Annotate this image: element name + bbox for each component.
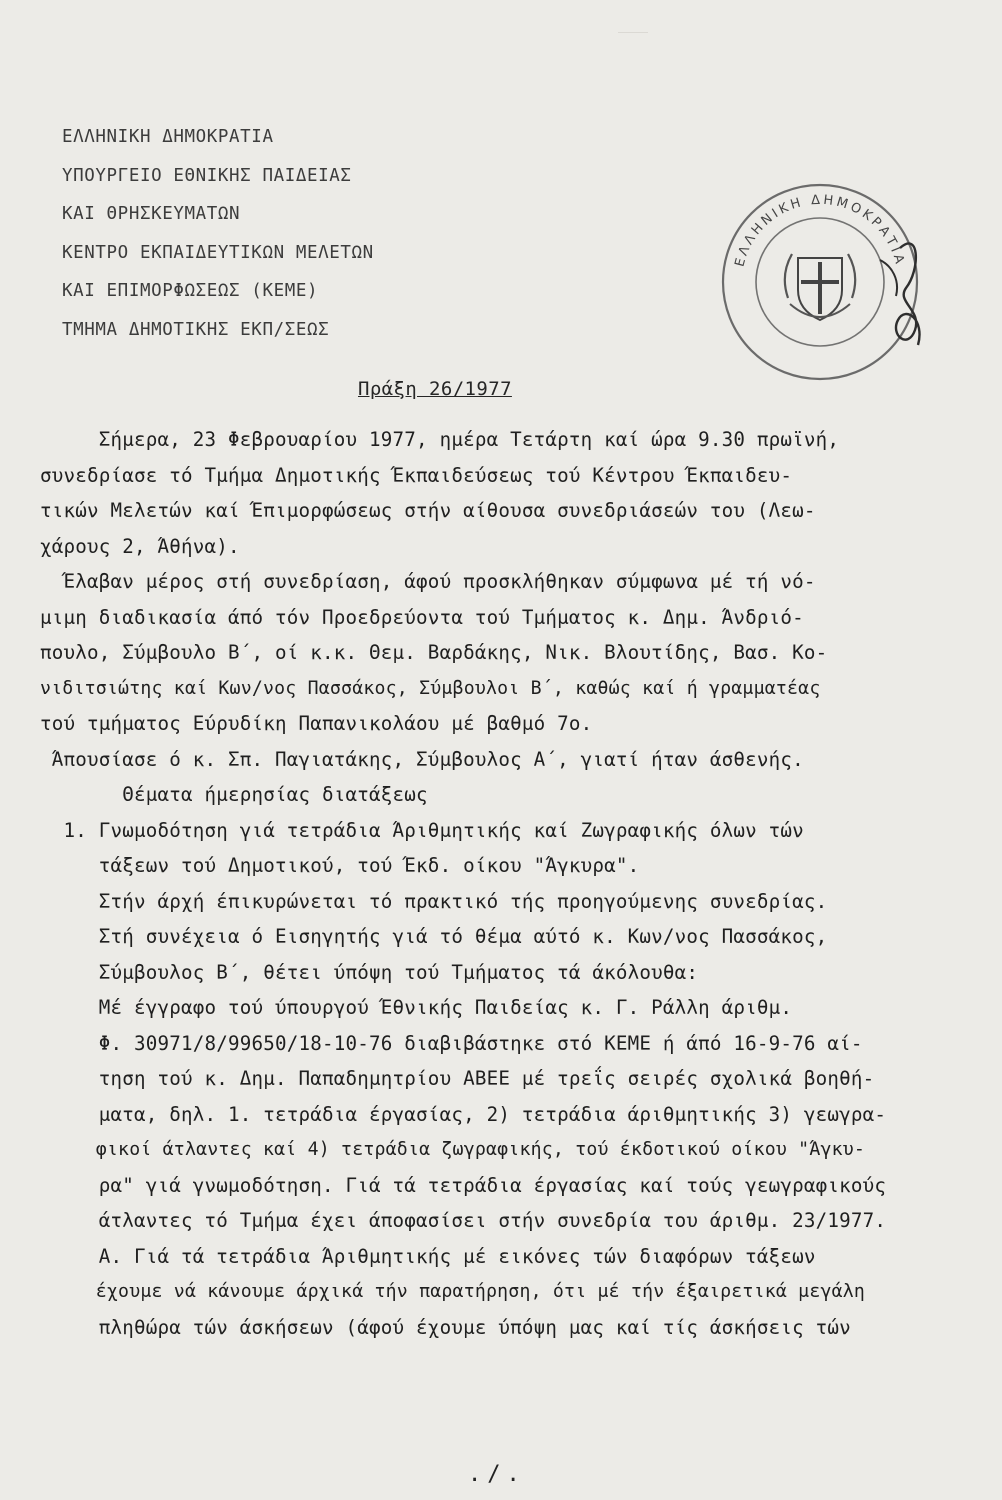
body-line: τικών Μελετών καί Έπιμορφώσεως στήν αίθουσα συνεδριάσεών του (Λεω- <box>40 499 816 522</box>
body-line: Μέ έγγραφο τού ύπουργού Έθνικής Παιδείας κ. Γ. Ράλλη άριθμ. <box>40 996 793 1019</box>
body-line: Α. Γιά τά τετράδια Άριθμητικής μέ εικόνες τών διαφόρων τάξεων <box>40 1244 816 1268</box>
body-line: τού τμήματος Εύρυδίκη Παπανικολάου μέ βαθμό 7ο. <box>40 712 593 735</box>
scan-artifact <box>618 14 648 33</box>
body-line: 1. Γνωμοδότηση γιά τετράδια Άριθμητικής καί Ζωγραφικής όλων τών <box>40 818 804 842</box>
page-continuation-mark: ./. <box>468 1462 526 1487</box>
letterhead-line: ΚΑΙ ΕΠΙΜΟΡΦΩΣΕΩΣ (ΚΕΜΕ) <box>62 281 319 301</box>
letterhead-line: ΤΜΗΜΑ ΔΗΜΟΤΙΚΗΣ ΕΚΠ/ΣΕΩΣ <box>62 319 330 340</box>
body-line: Άπουσίασε ό κ. Σπ. Παγιατάκης, Σύμβουλος Α΄, γιατί ήταν άσθενής. <box>40 747 804 771</box>
document-body <box>40 422 970 1345</box>
body-line: Σύμβουλος Β΄, θέτει ύπόψη τού Τμήματος τά άκόλουθα: <box>40 960 699 984</box>
body-line: πουλο, Σύμβουλο Β΄, οί κ.κ. Θεμ. Βαρδάκης, Νικ. Βλουτίδης, Βασ. Κο- <box>40 641 828 664</box>
body-line: έχουμε νά κάνουμε άρχικά τήν παρατήρηση, ότι μέ τήν έξαιρετικά μεγάλη <box>40 1281 866 1302</box>
document-title: Πράξη 26/1977 <box>358 378 512 400</box>
body-line: συνεδρίασε τό Τμήμα Δημοτικής Έκπαιδεύσεως τού Κέντρου Έκπαιδευ- <box>40 463 793 487</box>
body-line: τηση τού κ. Δημ. Παπαδημητρίου ΑΒΕΕ μέ τρεΐς σειρές σχολικά βοηθή- <box>40 1067 875 1090</box>
official-stamp-icon <box>710 170 930 390</box>
body-line: νιδιτσιώτης καί Κων/νος Πασσάκος, Σύμβουλοι Β΄, καθώς καί ή γραμματέας <box>40 677 821 699</box>
body-line: Στή συνέχεια ό Εισηγητής γιά τό θέμα αύτό κ. Κων/νος Πασσάκος, <box>40 925 828 948</box>
body-line: φικοί άτλαντες καί 4) τετράδια ζωγραφικής, τού έκδοτικού οίκου "Άγκυ- <box>40 1139 866 1160</box>
body-line: ρα" γιά γνωμοδότηση. Γιά τά τετράδια έργασίας καί τούς γεωγραφικούς <box>40 1173 887 1197</box>
svg-text:ΕΛΛΗΝΙΚΗ ΔΗΜΟΚΡΑΤΙΑ: ΕΛΛΗΝΙΚΗ ΔΗΜΟΚΡΑΤΙΑ <box>732 192 908 269</box>
letterhead-line: ΥΠΟΥΡΓΕΙΟ ΕΘΝΙΚΗΣ ΠΑΙΔΕΙΑΣ <box>62 165 352 186</box>
body-line: πληθώρα τών άσκήσεων (άφού έχουμε ύπόψη μας καί τίς άσκήσεις τών <box>40 1315 851 1339</box>
letterhead <box>62 118 374 349</box>
body-line: ματα, δηλ. 1. τετράδια έργασίας, 2) τετράδια άριθμητικής 3) γεωγρα- <box>40 1102 887 1126</box>
body-line: μιμη διαδικασία άπό τόν Προεδρεύοντα τού Τμήματος κ. Δημ. Άνδριό- <box>40 605 804 629</box>
body-line: άτλαντες τό Τμήμα έχει άποφασίσει στήν συνεδρία του άριθμ. 23/1977. <box>40 1209 887 1232</box>
body-line: Στήν άρχή έπικυρώνεται τό πρακτικό τής προηγούμενης συνεδρίας. <box>40 889 828 913</box>
letterhead-line: ΕΛΛΗΝΙΚΗ ΔΗΜΟΚΡΑΤΙΑ <box>62 127 274 147</box>
body-line: Έλαβαν μέρος στή συνεδρίαση, άφού προσκλήθηκαν σύμφωνα μέ τή νό- <box>40 570 816 593</box>
body-line: Φ. 30971/8/99650/18-10-76 διαβιβάστηκε στό ΚΕΜΕ ή άπό 16-9-76 αί- <box>40 1031 863 1055</box>
section-heading: Θέματα ήμερησίας διατάξεως <box>40 783 428 806</box>
body-line: χάρους 2, Άθήνα). <box>40 534 240 558</box>
letterhead-line: ΚΑΙ ΘΡΗΣΚΕΥΜΑΤΩΝ <box>62 204 241 224</box>
body-line: τάξεων τού Δημοτικού, τού Έκδ. οίκου "Άγκυρα". <box>40 854 640 877</box>
body-line: Σήμερα, 23 Φεβρουαρίου 1977, ημέρα Τετάρτη καί ώρα 9.30 πρωϊνή, <box>40 428 840 451</box>
letterhead-line: ΚΕΝΤΡΟ ΕΚΠΑΙΔΕΥΤΙΚΩΝ ΜΕΛΕΤΩΝ <box>62 242 374 263</box>
